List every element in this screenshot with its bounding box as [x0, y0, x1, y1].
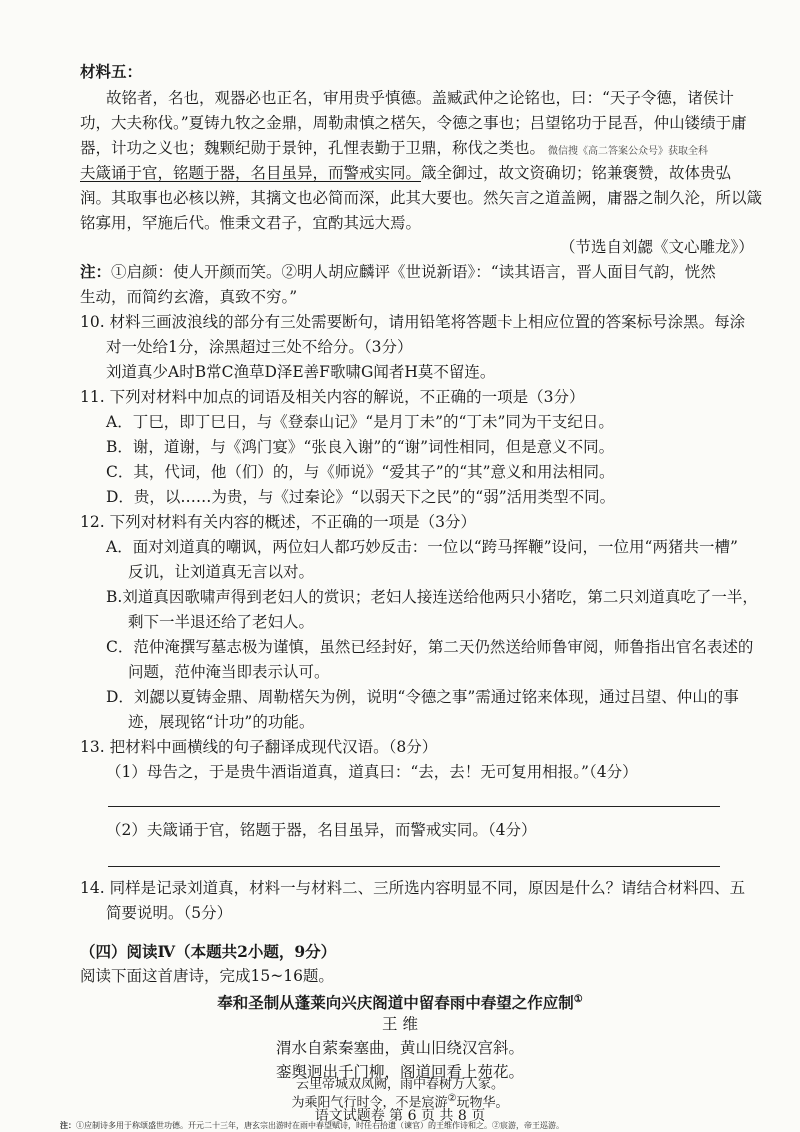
option-d: D．刘勰以夏铸金鼎、周勒楛矢为例，说明“令德之事”需通过铭来体现，通过吕望、仲山的事: [106, 688, 739, 706]
material-5-line: 器，计功之义也；魏颗纪勋于景钟，孔悝表勤于卫鼎，称伐之类也。: [80, 139, 546, 157]
poem-title-text: 奉和圣制从蓬莱向兴庆阁道中留春雨中春望之作应制: [217, 993, 574, 1013]
question-number: 13.: [80, 738, 105, 756]
poem-note-label: 注：: [60, 1120, 76, 1130]
verse-footnote: ②: [447, 1093, 457, 1104]
poem-title: [0, 990, 800, 1013]
option-b: B．谢，道谢，与《鸿门宴》“张良入谢”的“谢”词性相同，但是意义不同。: [106, 438, 615, 456]
question-14-line: 简要说明。（5分）: [106, 904, 233, 922]
underlined-sentence: 夫箴诵于官，铭题于器，名目虽异，而警戒实同。: [80, 164, 422, 182]
poem-title-footnote: ①: [573, 994, 583, 1005]
material-5-line-rest: 箴全御过，故文资确切；铭兼褒赞，故体贵弘: [421, 164, 732, 182]
question-text: 同样是记录刘道真，材料一与材料二、三所选内容明显不同，原因是什么？请结合材料四、五: [109, 879, 746, 897]
material-5-line: 故铭者，名也，观器必也正名，审用贵乎慎德。盖臧武仲之论铭也，曰：“天子令德，诸侯计: [106, 89, 734, 107]
note-text: ①启颜：使人开颜而笑。②明人胡应麟评《世说新语》：“读其语言，晋人面目气韵，恍然: [111, 263, 716, 281]
question-10-sentence: 刘道真少A时B常C渔草D泽E善F歌啸G闻者H莫不留连。: [106, 363, 496, 381]
poem-verse: [0, 1092, 800, 1110]
option-a: A．丁巳，即丁巳日，与《登泰山记》“是月丁未”的“丁未”同为干支纪日。: [106, 413, 614, 431]
note-label: 注：: [80, 262, 112, 281]
answer-line: [108, 866, 720, 867]
option-b-cont: 剩下一半退还给了老妇人。: [128, 613, 315, 631]
page-footer: 语文试题卷 第 6 页 共 8 页: [314, 1108, 486, 1124]
material-5-heading: 材料五：: [80, 62, 143, 81]
q13-sentence-2: （2）夫箴诵于官，铭题于器，名目虽异，而警戒实同。（4分）: [106, 821, 537, 839]
poem-note-line: [60, 1120, 564, 1131]
material-5-source: （节选自刘勰《文心雕龙》）: [560, 238, 754, 256]
question-text: 把材料中画横线的句子翻译成现代汉语。（8分）: [109, 738, 438, 756]
option-a-cont: 反讥，让刘道真无言以对。: [128, 563, 315, 581]
poem-note-text: ①应制诗多用于称颂盛世功德。开元二十三年，唐玄宗出游时在雨中春望赋诗，时任右拾: [76, 1121, 388, 1130]
answer-line: [108, 806, 720, 807]
poem-verse: 云里帝城双凤阙，雨中春树万人家。: [295, 1077, 504, 1092]
material-5-line: 铭寡用，罕施后代。惟秉文君子，宜酌其远大焉。: [80, 214, 422, 232]
material-5-line: 润。其取事也必核以辨，其摛文也必简而深，此其大要也。然矢言之道盖阙，庸器之制久沦，所以箴: [80, 189, 763, 207]
option-c: C．范仲淹撰写墓志极为谨慎，虽然已经封好，第二天仍然送给师鲁审阅，师鲁指出官名表述的: [106, 638, 754, 656]
poem-verse-part: 玩物华。: [456, 1095, 509, 1111]
poem-verse: 渭水自萦秦塞曲，黄山旧绕汉宫斜。: [275, 1039, 524, 1057]
question-text: 材料三画波浪线的部分有三处需要断句，请用铅笔将答题卡上相应位置的答案标号涂黑。每涂: [109, 313, 746, 331]
option-b: B.刘道真因歌啸声得到老妇人的赏识；老妇人接连送给他两只小猪吃，第二只刘道真吃了一半，: [106, 588, 758, 606]
section-heading: （四）阅读Ⅳ（本题共2小题，9分）: [80, 942, 337, 961]
poem-author: 王 维: [382, 1015, 418, 1033]
poem-verse-part: 为乘阳气行时令，不是宸游: [291, 1095, 448, 1111]
question-13: [80, 737, 437, 757]
poem-note-text: 遗（谏官）的王维作诗和之。②宸游，帝王巡游。: [388, 1121, 564, 1130]
question-12: [80, 512, 476, 532]
q13-sentence-1: （1）母告之，于是贵牛酒诣道真，道真曰：“去，去！无可复用相报。”（4分）: [106, 763, 638, 781]
question-number: 12.: [80, 513, 105, 531]
watermark-text: 微信搜《高二答案公众号》获取全科: [548, 146, 708, 157]
question-text: 下列对材料中加点的词语及相关内容的解说，不正确的一项是（3分）: [109, 388, 585, 406]
question-10-line: 对一处给1分，涂黑超过三处不给分。（3分）: [106, 338, 413, 356]
option-c: C．其，代词，他（们）的，与《师说》“爱其子”的“其”意义和用法相同。: [106, 463, 615, 481]
option-d: D．贵，以……为贵，与《过秦论》“以弱天下之民”的“弱”活用类型不同。: [106, 488, 616, 506]
question-11: [80, 387, 584, 407]
question-14: [80, 878, 745, 898]
question-number: 11.: [80, 388, 105, 406]
note-line: [80, 262, 716, 282]
option-d-cont: 迹，展现铭“计功”的功能。: [128, 713, 315, 731]
note-line: 生动，而简约玄澹，真致不穷。”: [80, 288, 298, 306]
option-c-cont: 问题，范仲淹当即表示认可。: [128, 663, 330, 681]
poem-verse: 銮舆迥出千门柳，阁道回看上苑花。: [275, 1063, 524, 1081]
material-5-line: 功，大夫称伐。”夏铸九牧之金鼎，周勒肃慎之楛矢，令德之事也；吕望铭功于昆吾，仲山镂绩于庸: [80, 114, 747, 132]
material-5-line: [80, 163, 731, 183]
option-a: A．面对刘道真的嘲讽，两位妇人都巧妙反击：一位以“跨马挥鞭”设问，一位用“两猪共一槽”: [106, 538, 738, 556]
section-intro: 阅读下面这首唐诗，完成15~16题。: [80, 967, 334, 985]
question-text: 下列对材料有关内容的概述，不正确的一项是（3分）: [109, 513, 476, 531]
question-number: 10.: [80, 313, 105, 331]
question-10: [80, 312, 745, 332]
question-number: 14.: [80, 879, 105, 897]
